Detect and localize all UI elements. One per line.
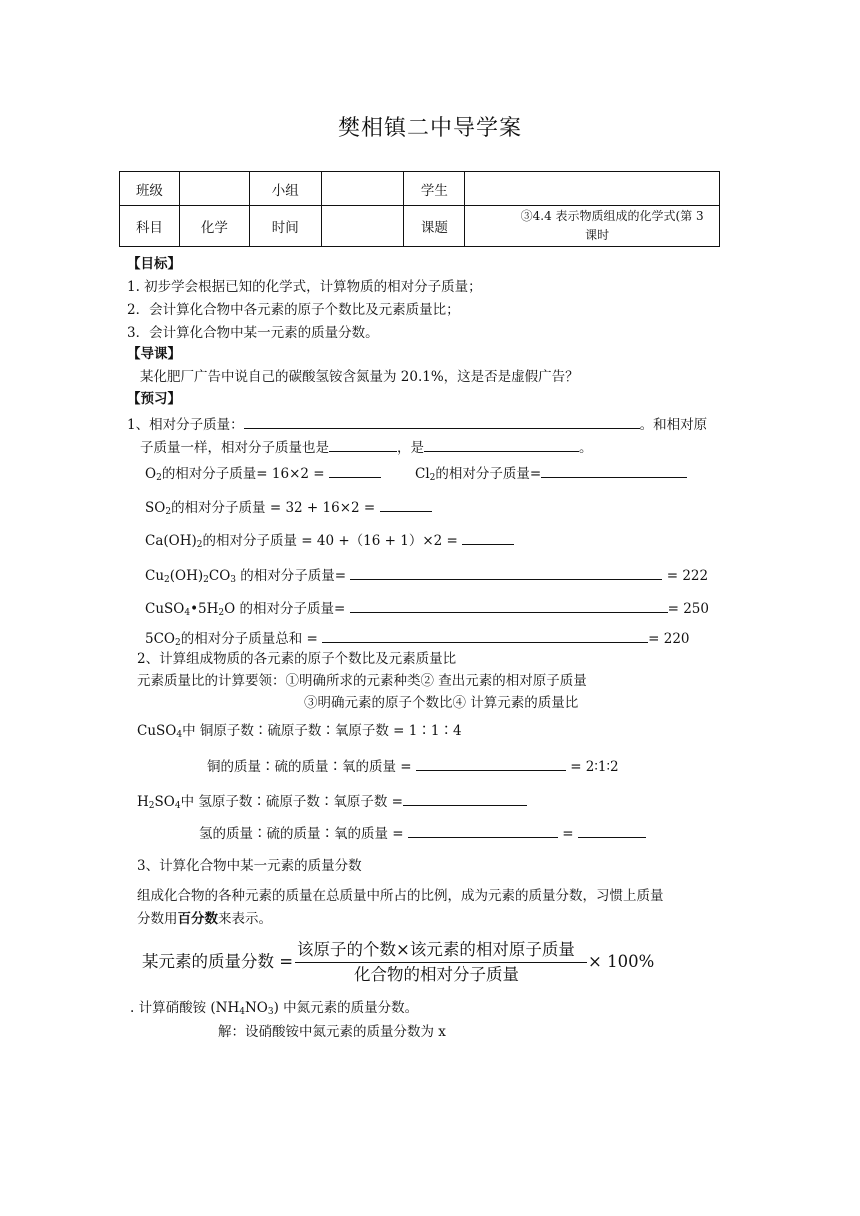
time-value[interactable] xyxy=(321,206,404,247)
co2-text: 的相对分子质量总和 = xyxy=(180,631,318,647)
so2-formula: $SO_2$ xyxy=(145,500,172,517)
q1-line2-text-c: 。 xyxy=(579,440,593,456)
q1-line2-text-b: ，是 xyxy=(397,440,424,456)
table-row xyxy=(120,206,720,247)
so2-text: 的相对分子质量 = 32 + 16×2 = xyxy=(171,500,376,516)
cuso4-blank[interactable] xyxy=(350,598,668,613)
co2-blank[interactable] xyxy=(322,628,648,643)
class-value[interactable] xyxy=(179,172,249,206)
so2-blank[interactable] xyxy=(380,497,432,512)
h2so4-mass-line xyxy=(199,823,646,842)
topic-line-2: 课时 xyxy=(585,228,610,242)
goal-item-3: 3．会计算化合物中某一元素的质量分数。 xyxy=(127,325,379,341)
page-title: 樊相镇二中导学案 xyxy=(338,116,523,141)
cuso4-mass-line xyxy=(207,756,619,775)
student-value[interactable] xyxy=(465,172,720,206)
subject-label: 科目 xyxy=(120,206,180,247)
q1-prefix: 1、相对分子质量： xyxy=(127,417,244,433)
cu2-blank[interactable] xyxy=(350,565,662,580)
class-label: 班级 xyxy=(120,172,180,206)
solution-line: 解：设硝酸铵中氮元素的质量分数为 x xyxy=(218,1024,446,1040)
method-line-2: ③明确元素的原子个数比④ 计算元素的质量比 xyxy=(304,695,579,711)
cuso4-mass-text: 铜的质量∶硫的质量∶氧的质量 = xyxy=(207,759,412,775)
o2-formula: $O_2$ xyxy=(145,466,162,483)
group-value[interactable] xyxy=(321,172,404,206)
cuso4-atom-text: 中 铜原子数∶硫原子数∶氧原子数 = 1∶1∶4 xyxy=(182,723,462,739)
h2so4-atom-text: 中 氢原子数∶硫原子数∶氧原子数 = xyxy=(180,794,403,810)
h2so4-mass-blank[interactable] xyxy=(408,823,558,838)
section3-desc-1: 组成化合物的各种元素的质量在总质量中所占的比例，成为元素的质量分数，习惯上质量 xyxy=(137,888,664,904)
intro-text: 某化肥厂广告中说自己的碳酸氢铵含氮量为 20.1%，这是否是虚假广告？ xyxy=(140,369,579,385)
cuso4-mass-result: = 2∶1∶2 xyxy=(570,759,619,775)
caoh-formula: $Ca(OH)_2$ xyxy=(145,533,203,550)
cu2-formula: $Cu_2(OH)_2CO_3$ xyxy=(145,568,237,585)
section3-heading: 3、计算化合物中某一元素的质量分数 xyxy=(137,858,362,874)
co2-result: = 220 xyxy=(648,631,690,647)
q1-blank-unit[interactable] xyxy=(424,437,579,452)
cuso4-result: = 250 xyxy=(667,601,709,617)
caoh-line xyxy=(145,530,514,551)
topic-line-1: ③4.4 表示物质组成的化学式(第 3 xyxy=(520,209,704,224)
h2so4-mass-result-blank[interactable] xyxy=(578,823,646,838)
goal-item-2: 2．会计算化合物中各元素的原子个数比及元素质量比； xyxy=(127,302,460,318)
q1-suffix: 。和相对原 xyxy=(639,417,708,433)
q1-blank-ratio[interactable] xyxy=(329,437,397,452)
exercise-post: ) 中氮元素的质量分数。 xyxy=(273,1000,419,1016)
cu2-text: 的相对分子质量= xyxy=(236,568,347,584)
co2-line xyxy=(145,628,690,649)
formula-fraction-bar xyxy=(295,962,587,963)
topic-value xyxy=(465,206,720,247)
h2so4-atom-line xyxy=(137,791,527,812)
q1-line2 xyxy=(140,437,593,456)
formula-lhs: 某元素的质量分数 = xyxy=(142,952,294,971)
cu2-line xyxy=(145,565,708,586)
desc-bold: 百分数 xyxy=(177,911,218,927)
caoh-text: 的相对分子质量 = 40 +（16 + 1）×2 = xyxy=(202,533,458,549)
cuso4-mass-blank[interactable] xyxy=(416,756,566,771)
cl2-formula: $Cl_2$ xyxy=(415,466,436,483)
goal-item-1: 1. 初步学会根据已知的化学式，计算物质的相对分子质量； xyxy=(127,279,482,295)
cuso4-ratio-formula: CuSO$_4$ xyxy=(137,723,183,740)
intro-heading: 【导课】 xyxy=(127,346,181,362)
cl2-text: 的相对分子质量= xyxy=(435,466,542,482)
co2-formula: $5CO_2$ xyxy=(145,631,181,648)
exercise-pre: . 计算硝酸铵 ( xyxy=(130,1000,216,1016)
so2-line xyxy=(145,497,432,518)
section2-heading: 2、计算组成物质的各元素的原子个数比及元素质量比 xyxy=(137,651,457,667)
cuso4-formula: $CuSO_4•5H_2O$ xyxy=(145,601,240,618)
h2so4-mass-eq: = xyxy=(562,826,574,842)
time-label: 时间 xyxy=(249,206,321,247)
h2so4-atom-blank[interactable] xyxy=(403,791,527,806)
o2-text: 的相对分子质量= 16×2 = xyxy=(161,466,325,482)
method-line-1: 元素质量比的计算要领：①明确所求的元素种类② 查出元素的相对原子质量 xyxy=(137,673,587,689)
subject-value: 化学 xyxy=(179,206,249,247)
desc-pre: 分数用 xyxy=(137,911,178,927)
student-label: 学生 xyxy=(404,172,465,206)
formula-denominator: 化合物的相对分子质量 xyxy=(354,965,519,984)
caoh-blank[interactable] xyxy=(462,530,514,545)
q1-line2-text-a: 子质量一样，相对分子质量也是 xyxy=(140,440,329,456)
cuso4-line xyxy=(145,598,709,619)
table-row xyxy=(120,172,720,206)
cuso4-text: 的相对分子质量= xyxy=(239,601,346,617)
h2so4-formula: $H_2SO_4$ xyxy=(137,794,181,811)
cuso4-atom-line xyxy=(137,723,462,741)
formula-multiplier: × 100% xyxy=(588,952,655,971)
section3-desc-2 xyxy=(137,911,272,927)
desc-post: 来表示。 xyxy=(218,911,272,927)
formula-numerator: 该原子的个数×该元素的相对原子质量 xyxy=(297,940,575,959)
goals-heading: 【目标】 xyxy=(127,256,181,272)
o2-line xyxy=(145,463,381,484)
q1-line1 xyxy=(127,414,707,433)
topic-label: 课题 xyxy=(404,206,465,247)
o2-blank[interactable] xyxy=(329,463,381,478)
info-table xyxy=(119,171,720,247)
cu2-result: = 222 xyxy=(666,568,709,584)
cl2-line xyxy=(415,463,687,484)
q1-blank-definition[interactable] xyxy=(244,414,640,429)
preview-heading: 【预习】 xyxy=(127,391,181,407)
cl2-blank[interactable] xyxy=(541,463,687,478)
group-label: 小组 xyxy=(249,172,321,206)
h2so4-mass-text: 氢的质量∶硫的质量∶氧的质量 = xyxy=(199,826,404,842)
nh4no3-formula: $NH_4NO_3$ xyxy=(215,1000,274,1017)
exercise-line xyxy=(130,1000,418,1018)
